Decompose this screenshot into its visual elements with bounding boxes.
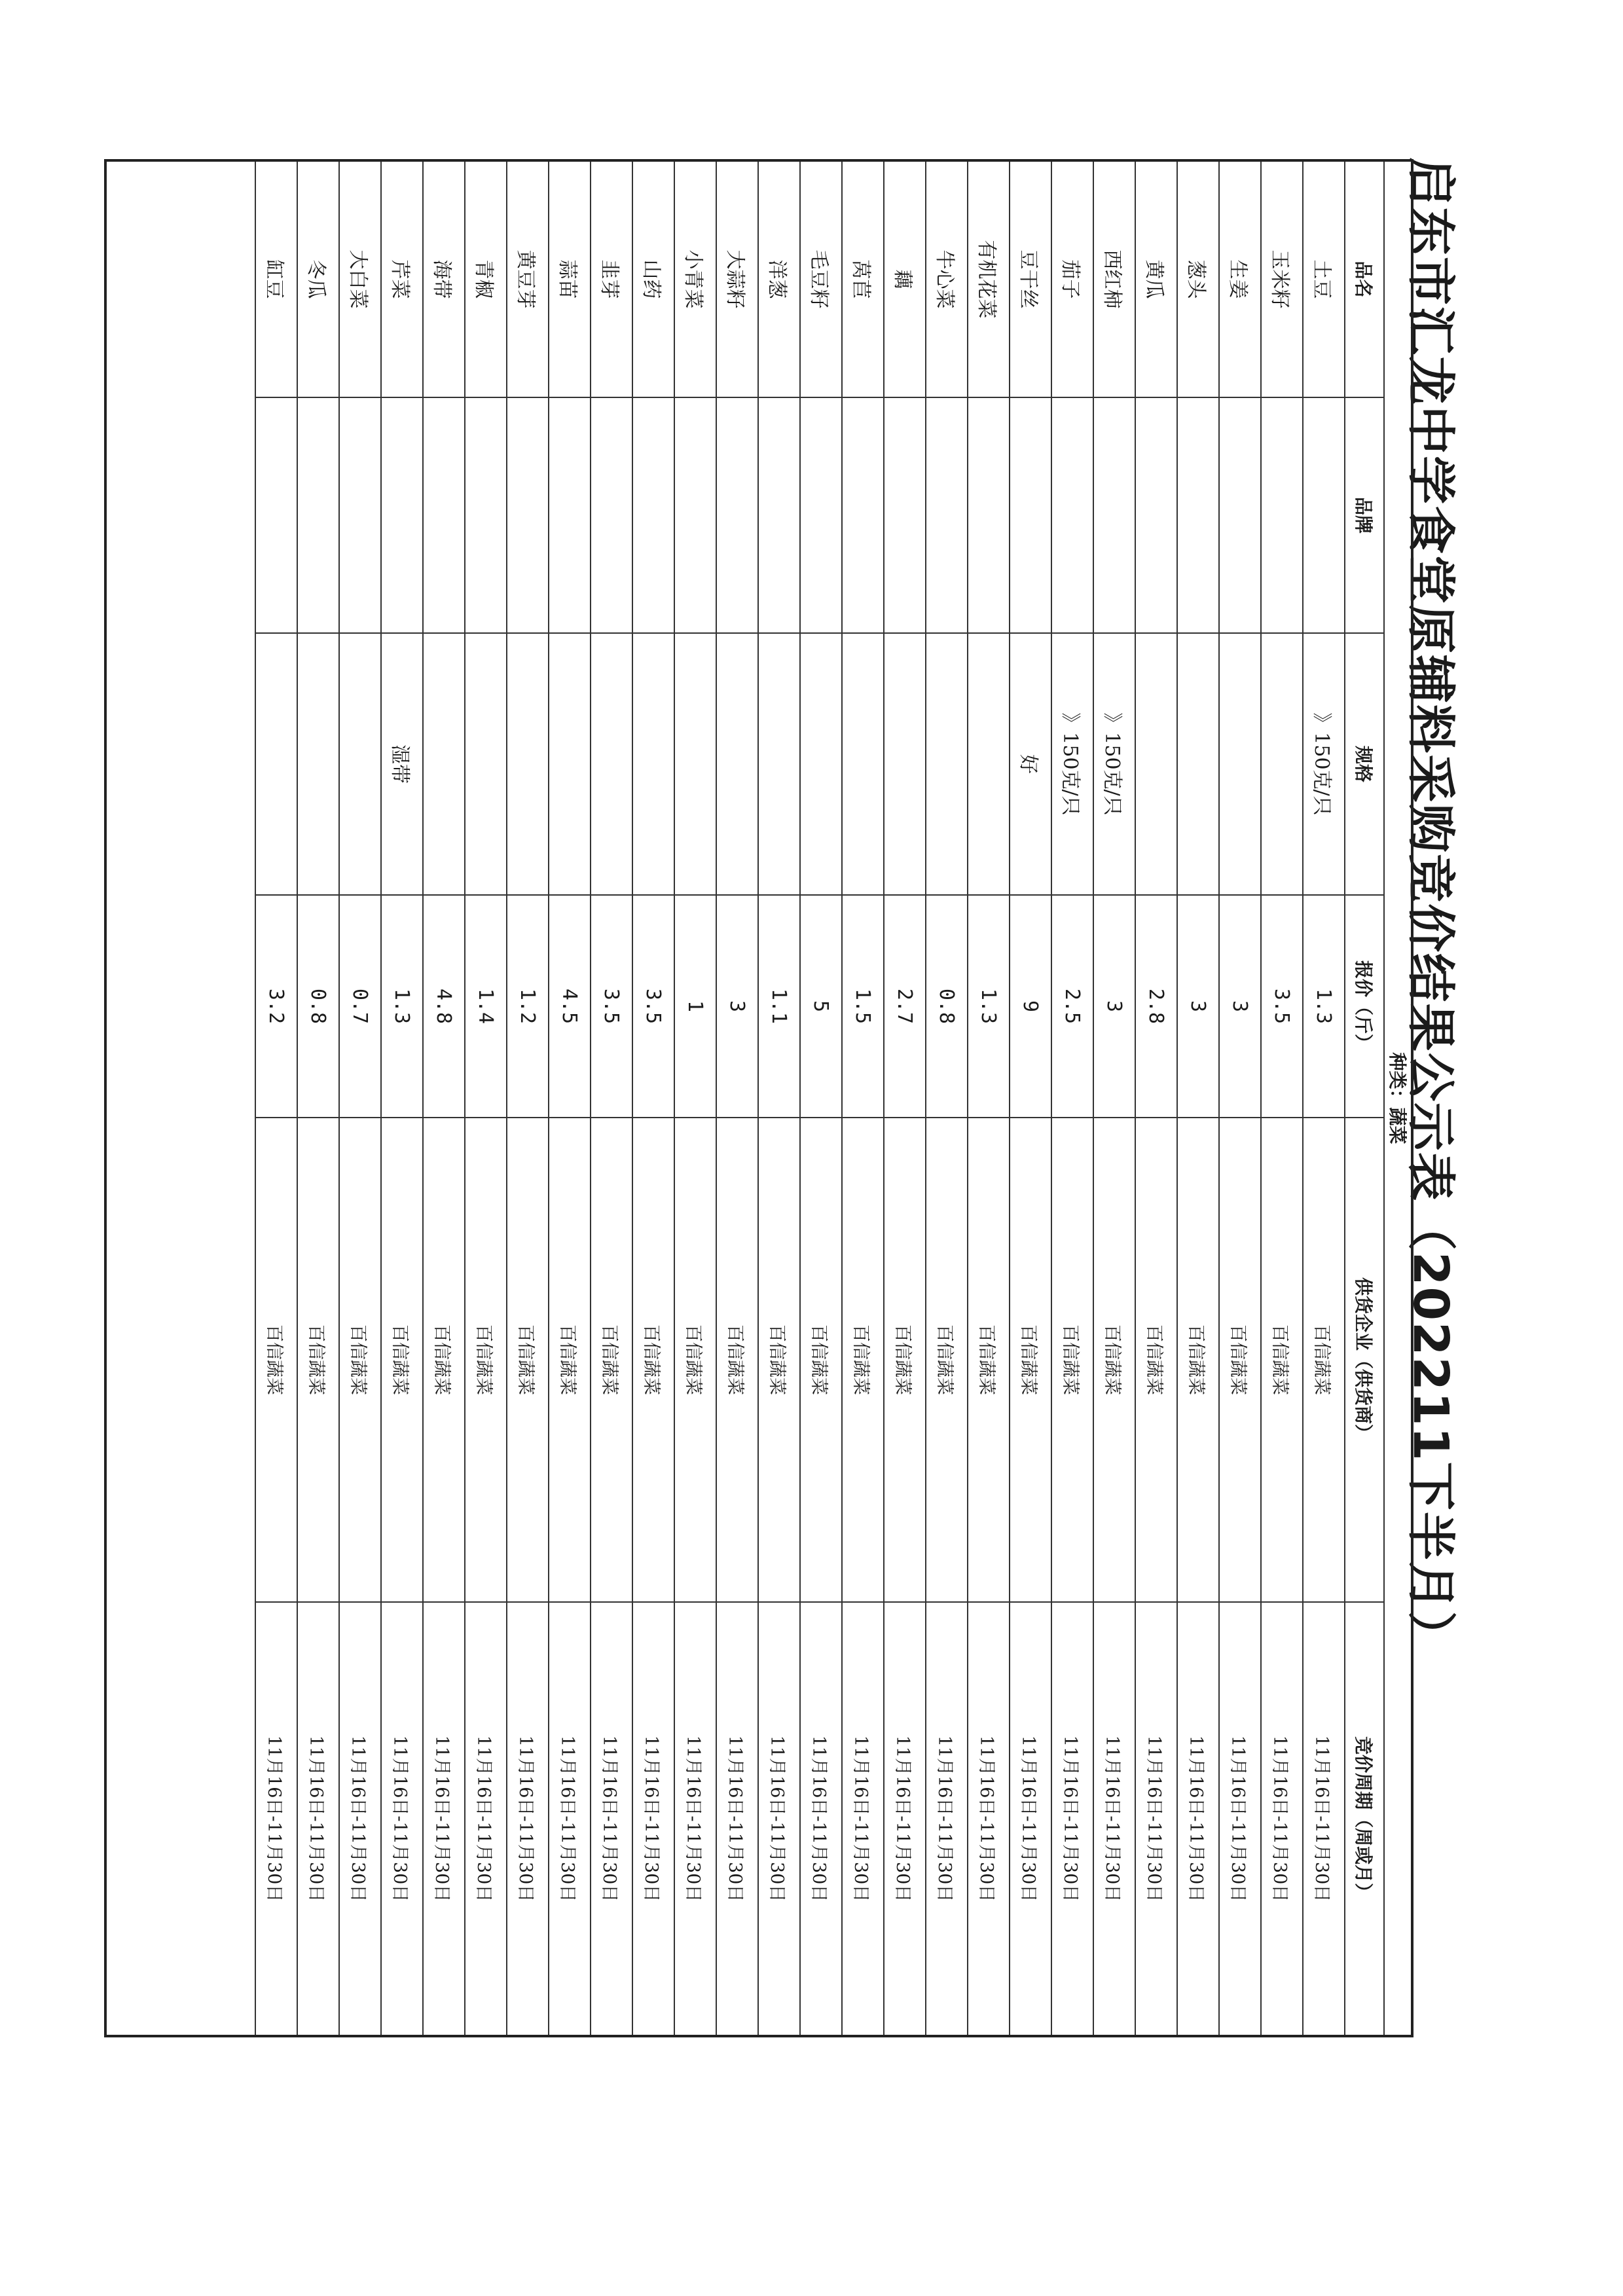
cell-spec: 》150克/只 (1303, 633, 1345, 895)
cell-spec (549, 633, 591, 895)
cell-price: 9 (1010, 895, 1051, 1118)
cell-brand (339, 397, 381, 633)
cell-supplier: 百信蔬菜 (297, 1118, 339, 1602)
cell-price: 5 (800, 895, 842, 1118)
cell-price: 3 (1177, 895, 1219, 1118)
cell-supplier: 百信蔬菜 (800, 1118, 842, 1602)
cell-spec (255, 633, 297, 895)
cell-period: 11月16日-11月30日 (549, 1602, 591, 2035)
cell-brand (465, 397, 507, 633)
cell-price: 1 (674, 895, 716, 1118)
cell-supplier: 百信蔬菜 (758, 1118, 800, 1602)
cell-item-name: 玉米籽 (1261, 162, 1303, 397)
cell-item-name: 豆干丝 (1010, 162, 1051, 397)
column-header-period: 竞价周期（周或月） (1345, 1602, 1383, 2035)
cell-spec (1135, 633, 1177, 895)
table-row (1135, 162, 1177, 2035)
cell-spec: 》150克/只 (1093, 633, 1135, 895)
cell-supplier: 百信蔬菜 (465, 1118, 507, 1602)
cell-spec (716, 633, 758, 895)
cell-price: 2.7 (884, 895, 926, 1118)
results-sheet (104, 159, 1413, 2037)
cell-spec (591, 633, 632, 895)
cell-period: 11月16日-11月30日 (632, 1602, 674, 2035)
cell-supplier: 百信蔬菜 (255, 1118, 297, 1602)
cell-item-name: 大白菜 (339, 162, 381, 397)
cell-spec (758, 633, 800, 895)
cell-spec (1177, 633, 1219, 895)
cell-spec (884, 633, 926, 895)
cell-supplier: 百信蔬菜 (632, 1118, 674, 1602)
cell-spec (674, 633, 716, 895)
table-row (968, 162, 1010, 2035)
cell-item-name: 海带 (423, 162, 465, 397)
cell-brand (1135, 397, 1177, 633)
cell-spec: 》150克/只 (1051, 633, 1093, 895)
cell-brand (423, 397, 465, 633)
cell-period: 11月16日-11月30日 (297, 1602, 339, 2035)
cell-period: 11月16日-11月30日 (1051, 1602, 1093, 2035)
cell-supplier: 百信蔬菜 (1010, 1118, 1051, 1602)
cell-item-name: 山药 (632, 162, 674, 397)
cell-spec (1261, 633, 1303, 895)
cell-supplier: 百信蔬菜 (1261, 1118, 1303, 1602)
cell-brand (549, 397, 591, 633)
cell-period: 11月16日-11月30日 (591, 1602, 632, 2035)
table-row (549, 162, 591, 2035)
cell-brand (842, 397, 884, 633)
table-row (255, 162, 297, 2035)
cell-period: 11月16日-11月30日 (1177, 1602, 1219, 2035)
cell-price: 1.3 (1303, 895, 1345, 1118)
cell-spec (968, 633, 1010, 895)
cell-period: 11月16日-11月30日 (926, 1602, 968, 2035)
cell-price: 1.4 (465, 895, 507, 1118)
cell-spec: 湿带 (381, 633, 423, 895)
cell-supplier: 百信蔬菜 (1093, 1118, 1135, 1602)
cell-brand (800, 397, 842, 633)
cell-supplier: 百信蔬菜 (1177, 1118, 1219, 1602)
cell-price: 1.3 (968, 895, 1010, 1118)
cell-price: 1.1 (758, 895, 800, 1118)
table-row (423, 162, 465, 2035)
column-header-spec: 规格 (1345, 633, 1383, 895)
table-row (674, 162, 716, 2035)
cell-spec (339, 633, 381, 895)
cell-supplier: 百信蔬菜 (884, 1118, 926, 1602)
cell-price: 1.3 (381, 895, 423, 1118)
cell-brand (1219, 397, 1261, 633)
table-row (1093, 162, 1135, 2035)
table-row (758, 162, 800, 2035)
cell-period: 11月16日-11月30日 (1219, 1602, 1261, 2035)
cell-period: 11月16日-11月30日 (1261, 1602, 1303, 2035)
cell-period: 11月16日-11月30日 (716, 1602, 758, 2035)
cell-supplier: 百信蔬菜 (1303, 1118, 1345, 1602)
cell-item-name: 莴苣 (842, 162, 884, 397)
cell-price: 3 (716, 895, 758, 1118)
table-row (926, 162, 968, 2035)
cell-spec (1219, 633, 1261, 895)
category-label: 种类：蔬菜 (1383, 162, 1411, 2035)
cell-period: 11月16日-11月30日 (1135, 1602, 1177, 2035)
cell-brand (1177, 397, 1219, 633)
cell-supplier: 百信蔬菜 (423, 1118, 465, 1602)
cell-brand (507, 397, 549, 633)
table-row (1219, 162, 1261, 2035)
cell-period: 11月16日-11月30日 (800, 1602, 842, 2035)
cell-item-name: 大蒜籽 (716, 162, 758, 397)
cell-item-name: 葱头 (1177, 162, 1219, 397)
cell-item-name: 青椒 (465, 162, 507, 397)
table-row (1010, 162, 1051, 2035)
cell-supplier: 百信蔬菜 (926, 1118, 968, 1602)
cell-period: 11月16日-11月30日 (674, 1602, 716, 2035)
table-row (297, 162, 339, 2035)
cell-spec (926, 633, 968, 895)
document-title: 启东市汇龙中学食堂原辅料采购竞价结果公示表（202211下半月） (1402, 157, 1459, 1661)
table-row (591, 162, 632, 2035)
cell-spec (842, 633, 884, 895)
cell-price: 4.5 (549, 895, 591, 1118)
table-row (1051, 162, 1093, 2035)
table-row (1261, 162, 1303, 2035)
cell-item-name: 黄豆芽 (507, 162, 549, 397)
cell-price: 3.5 (1261, 895, 1303, 1118)
cell-supplier: 百信蔬菜 (842, 1118, 884, 1602)
cell-supplier: 百信蔬菜 (381, 1118, 423, 1602)
table-row (884, 162, 926, 2035)
table-row (507, 162, 549, 2035)
cell-period: 11月16日-11月30日 (1303, 1602, 1345, 2035)
column-header-name: 品名 (1345, 162, 1383, 397)
cell-brand (1261, 397, 1303, 633)
cell-brand (1093, 397, 1135, 633)
cell-item-name: 小青菜 (674, 162, 716, 397)
cell-brand (255, 397, 297, 633)
cell-spec: 好 (1010, 633, 1051, 895)
table-header-row (1345, 162, 1383, 2035)
cell-spec (297, 633, 339, 895)
cell-spec (465, 633, 507, 895)
cell-item-name: 藕 (884, 162, 926, 397)
table-row (381, 162, 423, 2035)
cell-price: 1.5 (842, 895, 884, 1118)
cell-brand (1051, 397, 1093, 633)
cell-spec (423, 633, 465, 895)
cell-price: 3.5 (591, 895, 632, 1118)
cell-spec (632, 633, 674, 895)
cell-item-name: 土豆 (1303, 162, 1345, 397)
cell-price: 0.8 (926, 895, 968, 1118)
cell-supplier: 百信蔬菜 (1219, 1118, 1261, 1602)
cell-period: 11月16日-11月30日 (884, 1602, 926, 2035)
column-header-supplier: 供货企业（供货商） (1345, 1118, 1383, 1602)
cell-item-name: 西红柿 (1093, 162, 1135, 397)
cell-period: 11月16日-11月30日 (465, 1602, 507, 2035)
cell-supplier: 百信蔬菜 (591, 1118, 632, 1602)
results-table (255, 162, 1383, 2035)
cell-supplier: 百信蔬菜 (549, 1118, 591, 1602)
cell-price: 3.5 (632, 895, 674, 1118)
cell-period: 11月16日-11月30日 (842, 1602, 884, 2035)
cell-period: 11月16日-11月30日 (255, 1602, 297, 2035)
cell-brand (632, 397, 674, 633)
cell-price: 3 (1093, 895, 1135, 1118)
cell-brand (591, 397, 632, 633)
cell-brand (968, 397, 1010, 633)
cell-period: 11月16日-11月30日 (423, 1602, 465, 2035)
cell-price: 2.5 (1051, 895, 1093, 1118)
table-body (255, 162, 1345, 2035)
cell-brand (716, 397, 758, 633)
cell-item-name: 毛豆籽 (800, 162, 842, 397)
cell-item-name: 洋葱 (758, 162, 800, 397)
cell-brand (674, 397, 716, 633)
cell-spec (800, 633, 842, 895)
cell-item-name: 牛心菜 (926, 162, 968, 397)
cell-item-name: 缸豆 (255, 162, 297, 397)
table-row (1177, 162, 1219, 2035)
cell-period: 11月16日-11月30日 (1093, 1602, 1135, 2035)
cell-period: 11月16日-11月30日 (507, 1602, 549, 2035)
column-header-brand: 品牌 (1345, 397, 1383, 633)
cell-period: 11月16日-11月30日 (381, 1602, 423, 2035)
cell-brand (1303, 397, 1345, 633)
cell-supplier: 百信蔬菜 (674, 1118, 716, 1602)
cell-supplier: 百信蔬菜 (716, 1118, 758, 1602)
cell-item-name: 生姜 (1219, 162, 1261, 397)
cell-item-name: 蒜苗 (549, 162, 591, 397)
table-row (1303, 162, 1345, 2035)
cell-price: 4.8 (423, 895, 465, 1118)
cell-supplier: 百信蔬菜 (1051, 1118, 1093, 1602)
cell-item-name: 茄子 (1051, 162, 1093, 397)
cell-spec (507, 633, 549, 895)
cell-price: 3 (1219, 895, 1261, 1118)
cell-brand (381, 397, 423, 633)
cell-period: 11月16日-11月30日 (758, 1602, 800, 2035)
cell-brand (926, 397, 968, 633)
cell-supplier: 百信蔬菜 (1135, 1118, 1177, 1602)
column-header-price: 报价（斤） (1345, 895, 1383, 1118)
cell-supplier: 百信蔬菜 (339, 1118, 381, 1602)
table-row (632, 162, 674, 2035)
cell-price: 3.2 (255, 895, 297, 1118)
cell-price: 0.7 (339, 895, 381, 1118)
cell-brand (884, 397, 926, 633)
cell-supplier: 百信蔬菜 (968, 1118, 1010, 1602)
cell-item-name: 冬瓜 (297, 162, 339, 397)
cell-brand (297, 397, 339, 633)
cell-period: 11月16日-11月30日 (1010, 1602, 1051, 2035)
cell-price: 1.2 (507, 895, 549, 1118)
cell-supplier: 百信蔬菜 (507, 1118, 549, 1602)
table-row (339, 162, 381, 2035)
cell-period: 11月16日-11月30日 (339, 1602, 381, 2035)
cell-brand (758, 397, 800, 633)
table-row (716, 162, 758, 2035)
cell-brand (1010, 397, 1051, 633)
cell-item-name: 芹菜 (381, 162, 423, 397)
cell-price: 0.8 (297, 895, 339, 1118)
cell-item-name: 有机花菜 (968, 162, 1010, 397)
cell-item-name: 黄瓜 (1135, 162, 1177, 397)
table-row (465, 162, 507, 2035)
table-row (800, 162, 842, 2035)
cell-period: 11月16日-11月30日 (968, 1602, 1010, 2035)
cell-price: 2.8 (1135, 895, 1177, 1118)
cell-item-name: 韭芽 (591, 162, 632, 397)
table-row (842, 162, 884, 2035)
